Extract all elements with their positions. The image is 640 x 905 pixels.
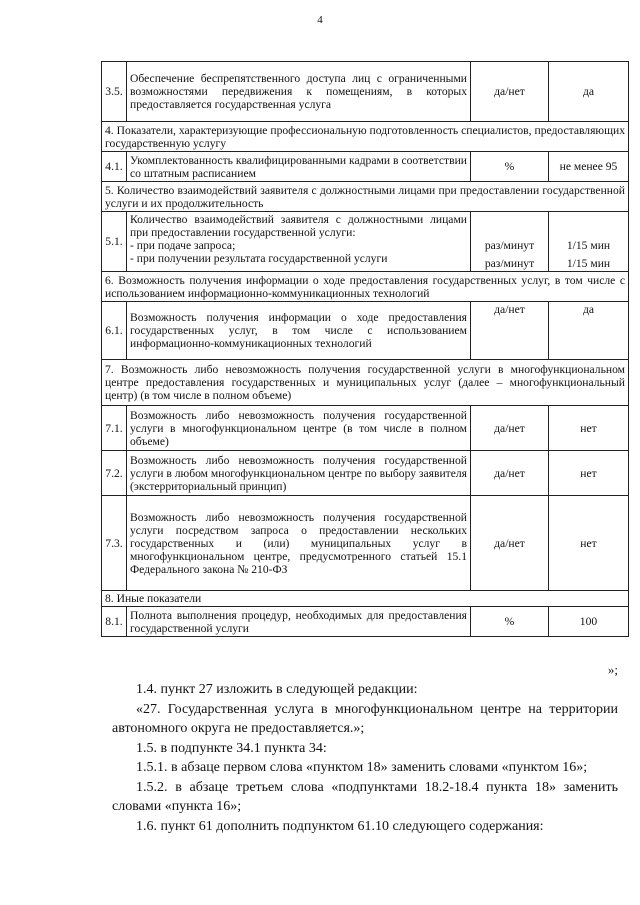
indicator-description: Возможность получения информации о ходе предоставления государственных услуг, в том числе с использованием информационно-коммуникационных технологий xyxy=(127,302,471,360)
row-number: 7.2. xyxy=(102,451,127,496)
unit-cell: да/нет xyxy=(471,451,549,496)
unit-cell: % xyxy=(471,607,549,637)
row-number: 5.1. xyxy=(102,212,127,272)
table-row xyxy=(102,62,629,122)
paragraph: 1.5. в подпункте 34.1 пункта 34: xyxy=(136,740,327,756)
row-number: 6.1. xyxy=(102,302,127,360)
section-heading: 8. Иные показатели xyxy=(102,591,629,607)
section-heading: 7. Возможность либо невозможность получения государственной услуги в многофункциональном центре предоставления государственных и муниципальных услуг (далее – многофункциональный центр) (в том числе в полном объеме) xyxy=(102,360,629,406)
unit-cell: да/нет xyxy=(471,302,549,360)
value-cell: 100 xyxy=(549,607,629,637)
paragraph: 1.5.2. в абзаце третьем слова «подпунктами 18.2-18.4 пункта 18» заменить словами «пункта 16»; xyxy=(112,779,618,814)
row-number: 7.3. xyxy=(102,496,127,591)
section-row xyxy=(102,122,629,152)
closing-quote: »; xyxy=(607,662,618,677)
row-number: 3.5. xyxy=(102,62,127,122)
description-line: - при подаче запроса; xyxy=(130,239,236,252)
row-number: 8.1. xyxy=(102,607,127,637)
section-row xyxy=(102,272,629,302)
value-cell: нет xyxy=(549,496,629,591)
value-cell: да xyxy=(549,302,629,360)
unit-cell: да/нет xyxy=(471,496,549,591)
unit-line: раз/минут xyxy=(484,239,535,252)
unit-cell: да/нет xyxy=(471,62,549,122)
table-row xyxy=(102,302,629,360)
paragraph: 1.5.1. в абзаце первом слова «пунктом 18» заменить словами «пунктом 16»; xyxy=(136,760,588,775)
row-number: 7.1. xyxy=(102,406,127,451)
table-row xyxy=(102,451,629,496)
value-line: 1/15 мин xyxy=(566,257,611,270)
value-line: 1/15 мин xyxy=(566,239,611,252)
page-number: 4 xyxy=(317,14,323,26)
value-cell: да xyxy=(549,62,629,122)
section-row xyxy=(102,182,629,212)
unit-cell: да/нет xyxy=(471,406,549,451)
document-body xyxy=(112,680,618,836)
section-row xyxy=(102,360,629,406)
indicator-description: Возможность либо невозможность получения государственной услуги в любом многофункциональном центре по выбору заявителя (экстерриториальный принцип) xyxy=(127,451,471,496)
indicator-description: Полнота выполнения процедур, необходимых для предоставления государственной услуги xyxy=(127,607,471,637)
indicator-description: Обеспечение беспрепятственного доступа лиц с ограниченными возможностями передвижения к помещениям, в которых предоставляется государственная услуга xyxy=(127,62,471,122)
paragraph: «27. Государственная услуга в многофункциональном центре на территории автономного округа не предоставляется.»; xyxy=(112,701,618,736)
paragraph: 1.4. пункт 27 изложить в следующей редакции: xyxy=(136,682,418,697)
value-cell: не менее 95 xyxy=(549,152,629,182)
indicator-description: Возможность либо невозможность получения государственной услуги в многофункциональном центре (в том числе в полном объеме) xyxy=(127,406,471,451)
table-row xyxy=(102,152,629,182)
section-heading: 6. Возможность получения информации о ходе предоставления государственных услуг, в том числе с использованием информационно-коммуникационных технологий xyxy=(102,272,629,302)
table-row xyxy=(102,406,629,451)
section-heading: 5. Количество взаимодействий заявителя с должностными лицами при предоставлении государственной услуги и их продолжительность xyxy=(102,182,629,212)
indicator-description: Укомплектованность квалифицированными кадрами в соответствии со штатным расписанием xyxy=(127,152,471,182)
unit-line: раз/минут xyxy=(484,257,535,270)
indicator-description: Возможность либо невозможность получения государственной услуги посредством запроса о предоставлении нескольких государственных и (или) муниципальных услуг в многофункциональном центре, предусмотренного статьей 15.1 Федерального закона № 210-ФЗ xyxy=(127,496,471,591)
section-row xyxy=(102,591,629,607)
value-cell: нет xyxy=(549,451,629,496)
section-heading: 4. Показатели, характеризующие профессиональную подготовленность специалистов, предоставляющих государственную услугу xyxy=(102,122,629,152)
description-line: Количество взаимодействий заявителя с должностными лицами при предоставлении государственной услуги: xyxy=(130,213,467,239)
description-line: - при получении результата государственной услуги xyxy=(130,252,388,265)
table-row xyxy=(102,496,629,591)
unit-cell: % xyxy=(471,152,549,182)
quality-indicators-table xyxy=(101,61,629,637)
table-row xyxy=(102,607,629,637)
value-cell xyxy=(549,212,629,272)
paragraph: 1.6. пункт 61 дополнить подпунктом 61.10 следующего содержания: xyxy=(136,818,544,834)
indicator-description xyxy=(127,212,471,272)
row-number: 4.1. xyxy=(102,152,127,182)
table-row xyxy=(102,212,629,272)
unit-cell xyxy=(471,212,549,272)
value-cell: нет xyxy=(549,406,629,451)
